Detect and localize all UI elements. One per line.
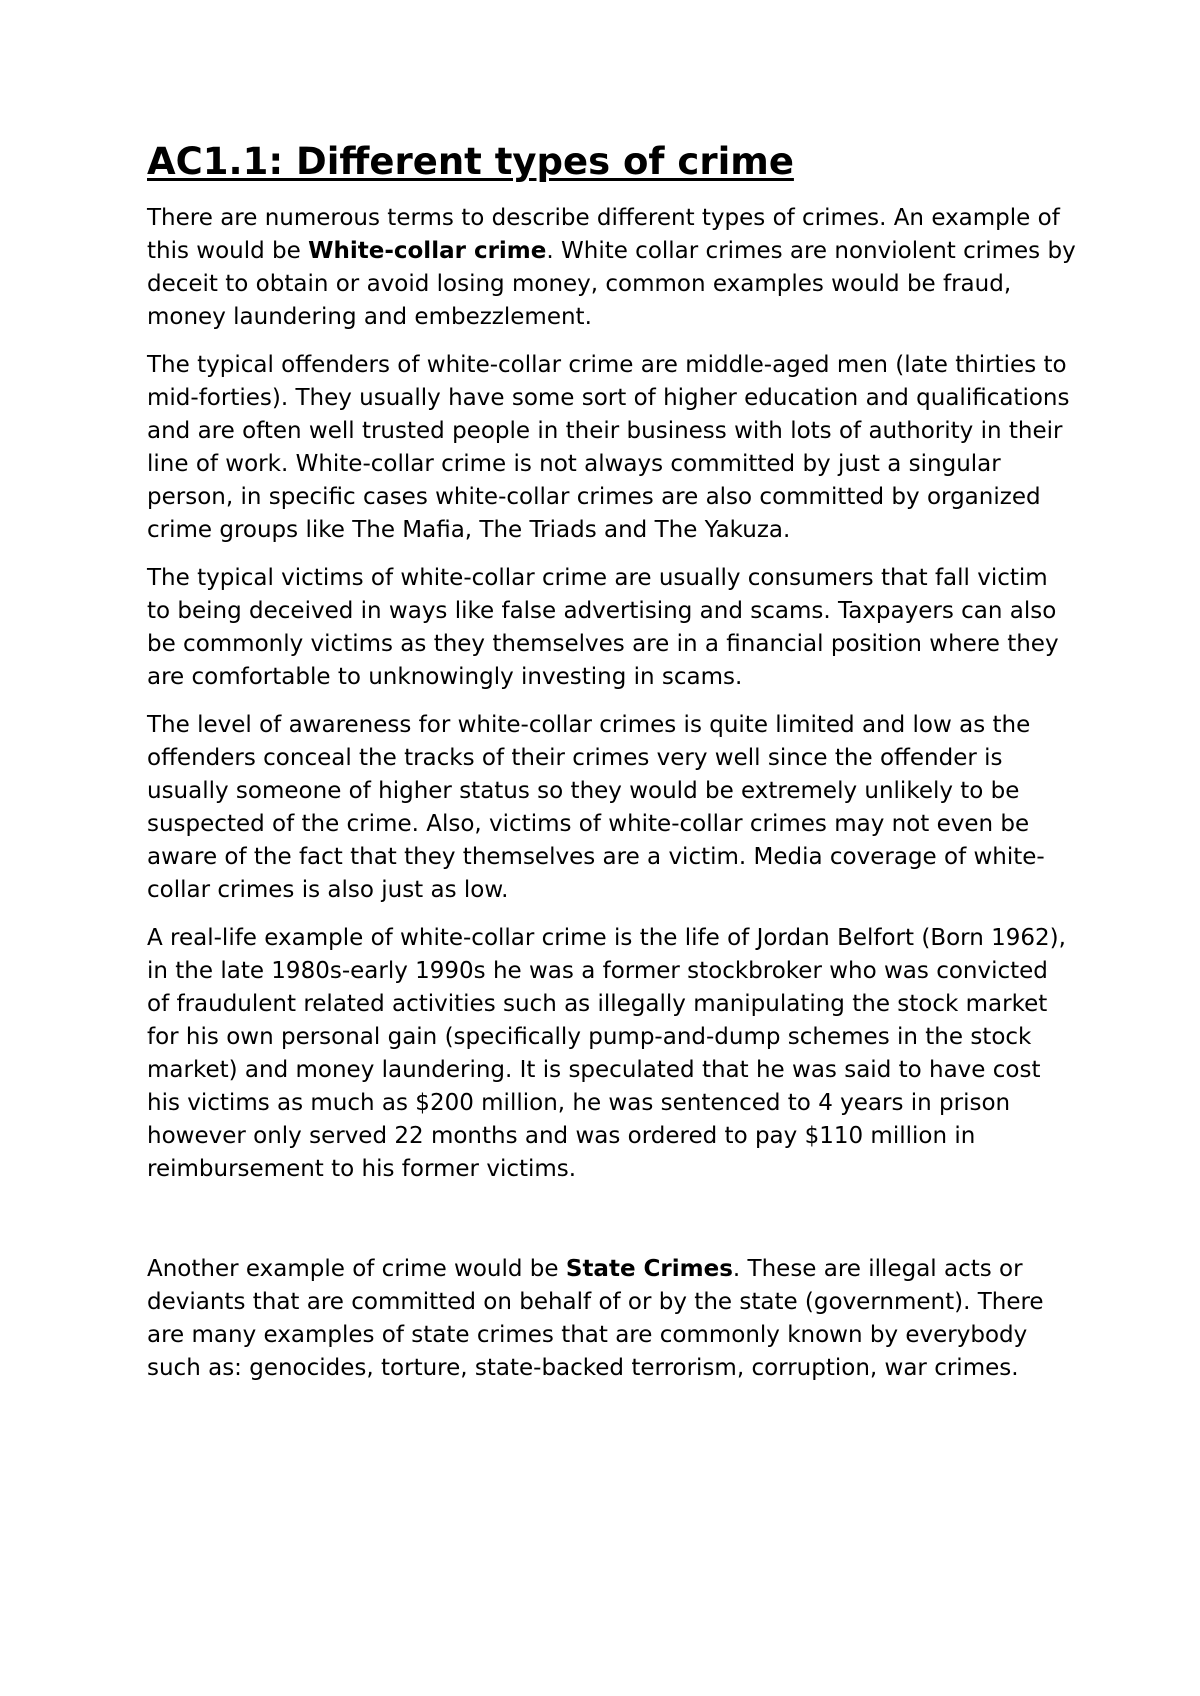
paragraph-text: . These are illegal acts or deviants that are committed on behalf of or by the state (government). There are many examples of state crimes that are commonly known by everybody such as: genocides, torture, state-backed terrorism, corruption, war crimes.	[147, 1256, 1044, 1382]
blank-line	[147, 1201, 1077, 1253]
paragraph-white-collar-intro	[147, 202, 1077, 334]
paragraph-awareness: The level of awareness for white-collar crimes is quite limited and low as the offenders conceal the tracks of their crimes very well since the offender is usually someone of higher status so they would be extremely unlikely to be suspected of the crime. Also, victims of white-collar crimes may not even be aware of the fact that they themselves are a victim. Media coverage of white-collar crimes is also just as low.	[147, 712, 1045, 904]
paragraph-text: Another example of crime would be	[147, 1256, 566, 1283]
bold-term: White-collar crime	[308, 238, 547, 265]
paragraph-text: . White collar crimes are nonviolent crimes by deceit to obtain or avoid losing money, common examples would be fraud, money laundering and embezzlement.	[147, 238, 1076, 331]
paragraph-state-crimes	[147, 1253, 1077, 1385]
document-title: AC1.1: Different types of crime	[147, 140, 794, 183]
paragraph-offenders: The typical offenders of white-collar crime are middle-aged men (late thirties to mid-forties). They usually have some sort of higher education and qualifications and are often well trusted people in their business with lots of authority in their line of work. White-collar crime is not always committed by just a singular person, in specific cases white-collar crimes are also committed by organized crime groups like The Mafia, The Triads and The Yakuza.	[147, 352, 1070, 544]
bold-term: State Crimes	[565, 1256, 733, 1283]
paragraph-victims: The typical victims of white-collar crime are usually consumers that fall victim to being deceived in ways like false advertising and scams. Taxpayers can also be commonly victims as they themselves are in a financial position where they are comfortable to unknowingly investing in scams.	[147, 565, 1059, 691]
document-page	[147, 140, 1077, 1400]
paragraph-text: There are numerous terms to describe different types of crimes. An example of this would be	[147, 205, 1060, 265]
paragraph-real-life-example: A real-life example of white-collar crime is the life of Jordan Belfort (Born 1962), in the late 1980s-early 1990s he was a former stockbroker who was convicted of fraudulent related activities such as illegally manipulating the stock market for his own personal gain (specifically pump-and-dump schemes in the stock market) and money laundering. It is speculated that he was said to have cost his victims as much as $200 million, he was sentenced to 4 years in prison however only served 22 months and was ordered to pay $110 million in reimbursement to his former victims.	[147, 925, 1066, 1183]
